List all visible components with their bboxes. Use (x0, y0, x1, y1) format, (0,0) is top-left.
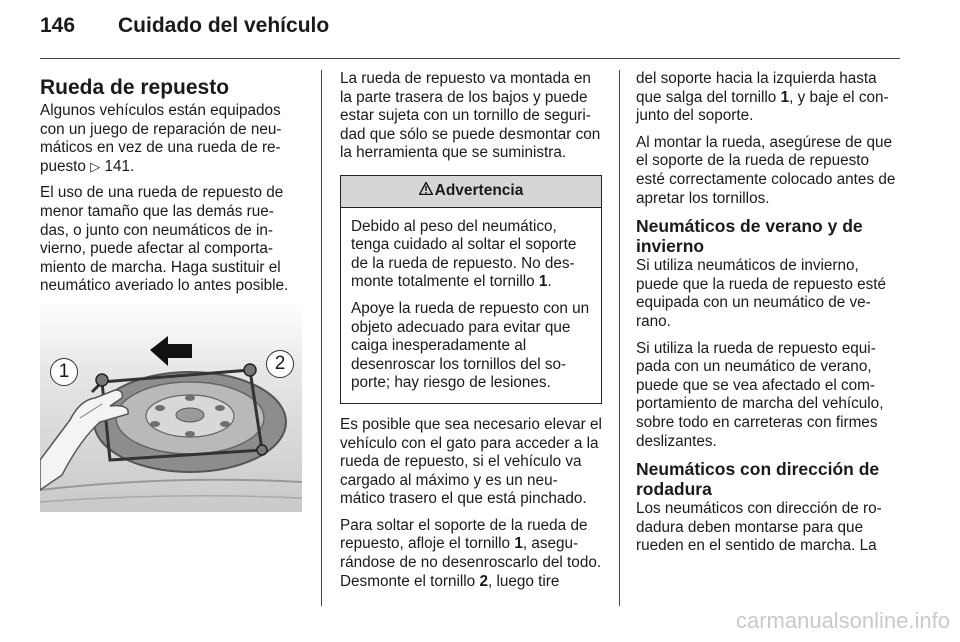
bolt-number: 1 (538, 273, 548, 291)
page-number: 146 (40, 14, 76, 37)
subheading-summer-winter-tyres: Neumáticos de verano y de invierno (636, 216, 863, 257)
warning-paragraph: Debido al peso del neumático, tenga cuidado al soltar el soporte de la rueda de repuesto. No des-monte totalmente el tornillo 1. (351, 217, 577, 291)
page-reference[interactable]: 141. (104, 157, 135, 175)
paragraph: La rueda de repuesto va montada en la parte trasera de los bajos y puede estar sujeta con un tornillo de seguri-dad que sólo se puede desmontar con la herramienta que se suministra. (340, 70, 601, 162)
warning-body (341, 208, 601, 403)
column-3 (636, 70, 902, 564)
warning-paragraph: Apoye la rueda de repuesto con un objeto adecuado para evitar que caiga inesperadamente al desenroscar los tornillos del so-porte; hay riesgo de lesiones. (351, 299, 590, 392)
paragraph-text: Algunos vehículos están equipados con un juego de reparación de neu-máticos en vez de una rueda de re-puesto (40, 102, 282, 175)
paragraph: Si utiliza la rueda de repuesto equi-pada con un neumático de verano, puede que se vea afectado el com-portamiento de marcha del vehículo, sobre todo en carreteras con firmes deslizantes. (636, 339, 884, 450)
callout-2: 2 (266, 350, 294, 378)
chapter-title: Cuidado del vehículo (118, 14, 330, 37)
paragraph: Los neumáticos con dirección de ro-dadura deben montarse para que rueden en el sentido de marcha. La (636, 500, 882, 555)
paragraph (40, 102, 302, 176)
watermark: carmanualsonline.info (735, 608, 950, 633)
bolt-number: 1 (514, 535, 523, 553)
warning-title: Advertencia (434, 181, 524, 199)
warning-header (341, 176, 601, 208)
header-rule (40, 58, 900, 59)
bolt-number: 2 (479, 572, 488, 590)
warning-triangle-icon (419, 182, 433, 201)
column-1 (40, 70, 302, 304)
spare-wheel-illustration (40, 300, 302, 512)
column-divider-2 (619, 70, 620, 606)
paragraph: Si utiliza neumáticos de invierno, puede que la rueda de repuesto esté equipada con un neumático de ve-rano. (636, 257, 887, 330)
paragraph: Al montar la rueda, asegúrese de que el soporte de la rueda de repuesto esté correctamente colocado antes de apretar los tornillos. (636, 133, 896, 207)
callout-1: 1 (50, 358, 78, 386)
warning-box (340, 175, 602, 404)
paragraph: Es posible que sea necesario elevar el vehículo con el gato para acceder a la rueda de repuesto, si el vehículo va cargado al máximo y es un neu-mático trasero el que está pinchado. (340, 415, 602, 508)
subheading-directional-tyres: Neumáticos con dirección de rodadura (636, 459, 880, 500)
column-divider-1 (321, 70, 322, 606)
xref-arrow-icon[interactable]: ▷ (90, 158, 101, 174)
paragraph: del soporte hacia la izquierda hasta que salga del tornillo 1, y baje el con-junto del soporte. (636, 70, 889, 125)
section-heading-spare-wheel: Rueda de repuesto (40, 76, 230, 99)
paragraph: El uso de una rueda de repuesto de menor tamaño que las demás rue-das, o junto con neumáticos de in-vierno, puede afectar al comporta-miento de marcha. Haga sustituir el neumático averiado lo antes posible. (40, 184, 289, 295)
bolt-number: 1 (780, 88, 790, 106)
column-2 (340, 70, 602, 599)
paragraph: Para soltar el soporte de la rueda de repuesto, afloje el tornillo 1, asegu-rándose de no desenroscarlo del todo. Desmonte el tornillo 2, luego tire (340, 516, 602, 590)
